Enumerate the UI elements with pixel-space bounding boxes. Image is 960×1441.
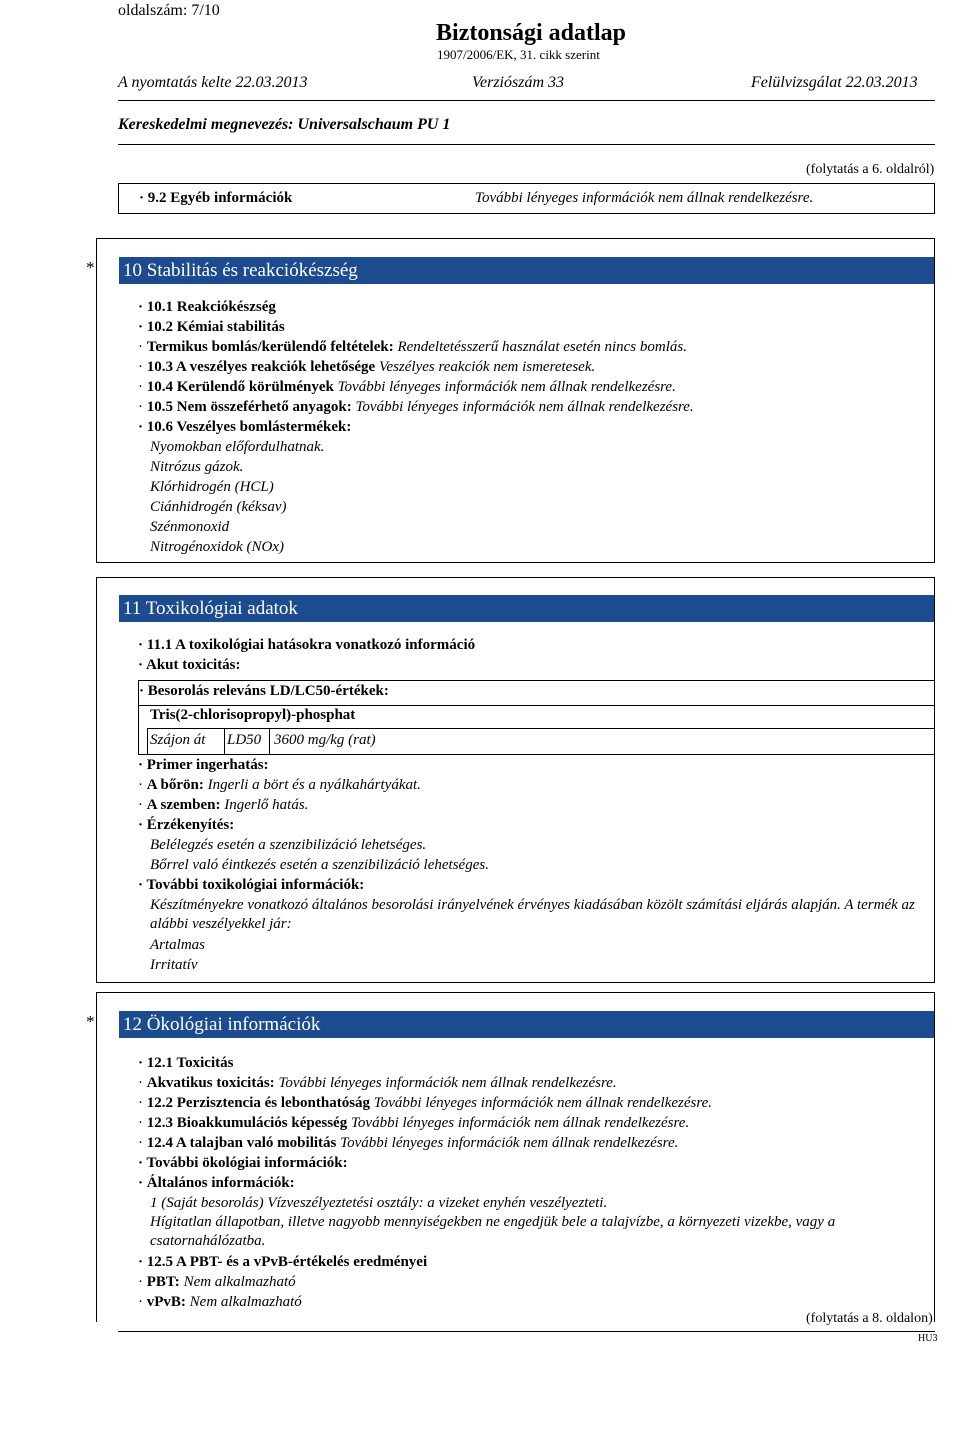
water-hazard-advice: Hígitatlan állapotban, illetve nagyobb mennyiségekben ne engedjük bele a talajvízbe, a környezeti vizekbe, vagy a csatornahálózatba. xyxy=(150,1214,836,1249)
section-9-2-label: · 9.2 Egyéb információk xyxy=(139,190,293,206)
page-number: oldalszám: 7/10 xyxy=(118,2,220,19)
substance-name: Tris(2-chlorisopropyl)-phosphat xyxy=(150,707,356,723)
table-divider xyxy=(139,705,934,706)
decomposition-product: Nitrogénoxidok (NOx) xyxy=(150,539,284,555)
sensitisation-inhalation: Belélegzés esetén a szenzibilizáció lehetséges. xyxy=(150,837,427,853)
further-toxicology-text: Készítményekre vonatkozó általános besorolási irányelvének érvényes kiadásában közölt számítási eljárás alapján. A termék az alábbi veszélyekkel jár: xyxy=(150,897,915,932)
table-divider xyxy=(147,728,148,754)
sensitisation-skin: Bőrrel való éintkezés esetén a szenzibilizáció lehetséges. xyxy=(150,857,489,873)
further-toxicology-heading: · További toxikológiai információk: xyxy=(138,877,365,893)
hazard-item: Irritatív xyxy=(150,957,198,973)
section-10-5: · 10.5 Nem összeférhető anyagok: További lényeges információk nem állnak rendelkezésre. xyxy=(138,399,694,415)
section-12-title: 12 Ökológiai információk xyxy=(119,1011,934,1038)
section-10-3: · 10.3 A veszélyes reakciók lehetősége Veszélyes reakciók nem ismeretesek. xyxy=(138,359,596,375)
continued-from-note: (folytatás a 6. oldalról) xyxy=(806,162,935,177)
ld50-table-title: · Besorolás releváns LD/LC50-értékek: xyxy=(139,683,389,699)
print-date: A nyomtatás kelte 22.03.2013 xyxy=(118,74,308,91)
regulation-reference: 1907/2006/EK, 31. cikk szerint xyxy=(437,47,600,62)
aquatic-toxicity: · Akvatikus toxicitás: További lényeges információk nem állnak rendelkezésre. xyxy=(138,1075,617,1091)
decomposition-product: Nitrózus gázok. xyxy=(150,459,244,475)
vpvb-result: · vPvB: Nem alkalmazható xyxy=(138,1294,302,1310)
header-divider xyxy=(118,100,935,101)
skin-effect: · A bőrön: Ingerli a bört és a nyálkahártyákat. xyxy=(138,777,421,793)
section-10-4: · 10.4 Kerülendő körülmények További lényeges információk nem állnak rendelkezésre. xyxy=(138,379,676,395)
decomposition-product: Szénmonoxid xyxy=(150,519,230,535)
eye-effect: · A szemben: Ingerlő hatás. xyxy=(138,797,309,813)
primary-irritation-heading: · Primer ingerhatás: xyxy=(138,757,269,773)
toxicity-value: 3600 mg/kg (rat) xyxy=(274,732,376,748)
section-10-2: · 10.2 Kémiai stabilitás xyxy=(138,319,285,335)
section-12-4: · 12.4 A talajban való mobilitás További lényeges információk nem állnak rendelkezésre. xyxy=(138,1135,679,1151)
section-12-5: · 12.5 A PBT- és a vPvB-értékelés eredményei xyxy=(138,1254,428,1270)
decomposition-product: Ciánhidrogén (kéksav) xyxy=(150,499,287,515)
toxicity-type: LD50 xyxy=(227,732,262,748)
section-10-1: · 10.1 Reakciókészség xyxy=(138,299,276,315)
decomposition-product: Nyomokban előfordulhatnak. xyxy=(150,439,325,455)
section-9-box xyxy=(118,183,935,214)
water-hazard-class: 1 (Saját besorolás) Vízveszélyeztetési osztály: a vizeket enyhén veszélyezteti. xyxy=(150,1195,608,1211)
trade-name: Kereskedelmi megnevezés: Universalschaum PU 1 xyxy=(118,116,451,133)
section-10-title: 10 Stabilitás és reakciókészség xyxy=(119,257,934,284)
revision-mark: * xyxy=(86,1012,95,1031)
hazard-item: Artalmas xyxy=(150,937,206,953)
header-divider-bottom xyxy=(118,144,935,145)
version-number: Verziószám 33 xyxy=(472,74,565,91)
footer-divider xyxy=(118,1331,935,1332)
review-date: Felülvizsgálat 22.03.2013 xyxy=(751,74,918,91)
ld50-table xyxy=(138,680,935,755)
section-12-2: · 12.2 Perzisztencia és lebonthatóság További lényeges információk nem állnak rendelkezésre. xyxy=(138,1095,713,1111)
pbt-result: · PBT: Nem alkalmazható xyxy=(138,1274,296,1290)
section-11-title: 11 Toxikológiai adatok xyxy=(119,595,934,622)
section-10-6: · 10.6 Veszélyes bomlástermékek: xyxy=(138,419,352,435)
section-12-1: · 12.1 Toxicitás xyxy=(138,1055,234,1071)
section-10-2-thermal: · Termikus bomlás/kerülendő feltételek: Rendeltetésszerű használat esetén nincs bomlás. xyxy=(138,339,687,355)
further-ecology-heading: · További ökológiai információk: xyxy=(138,1155,348,1171)
acute-toxicity-heading: · Akut toxicitás: xyxy=(138,657,241,673)
section-11-1: · 11.1 A toxikológiai hatásokra vonatkozó információ xyxy=(138,637,476,653)
exposure-route: Szájon át xyxy=(150,732,206,748)
section-12-3: · 12.3 Bioakkumulációs képesség További lényeges információk nem állnak rendelkezésre. xyxy=(138,1115,690,1131)
general-information-heading: · Általános információk: xyxy=(138,1175,295,1191)
sensitisation-heading: · Érzékenyítés: xyxy=(138,817,235,833)
table-divider xyxy=(224,728,225,754)
section-9-2-value: További lényeges információk nem állnak rendelkezésre. xyxy=(475,190,814,206)
language-code: HU3 xyxy=(918,1333,938,1344)
decomposition-product: Klórhidrogén (HCL) xyxy=(150,479,274,495)
table-divider xyxy=(147,728,934,729)
revision-mark: * xyxy=(86,258,95,277)
document-title: Biztonsági adatlap xyxy=(436,20,627,46)
continued-to-note: (folytatás a 8. oldalon) xyxy=(806,1311,933,1326)
table-divider xyxy=(269,728,270,754)
